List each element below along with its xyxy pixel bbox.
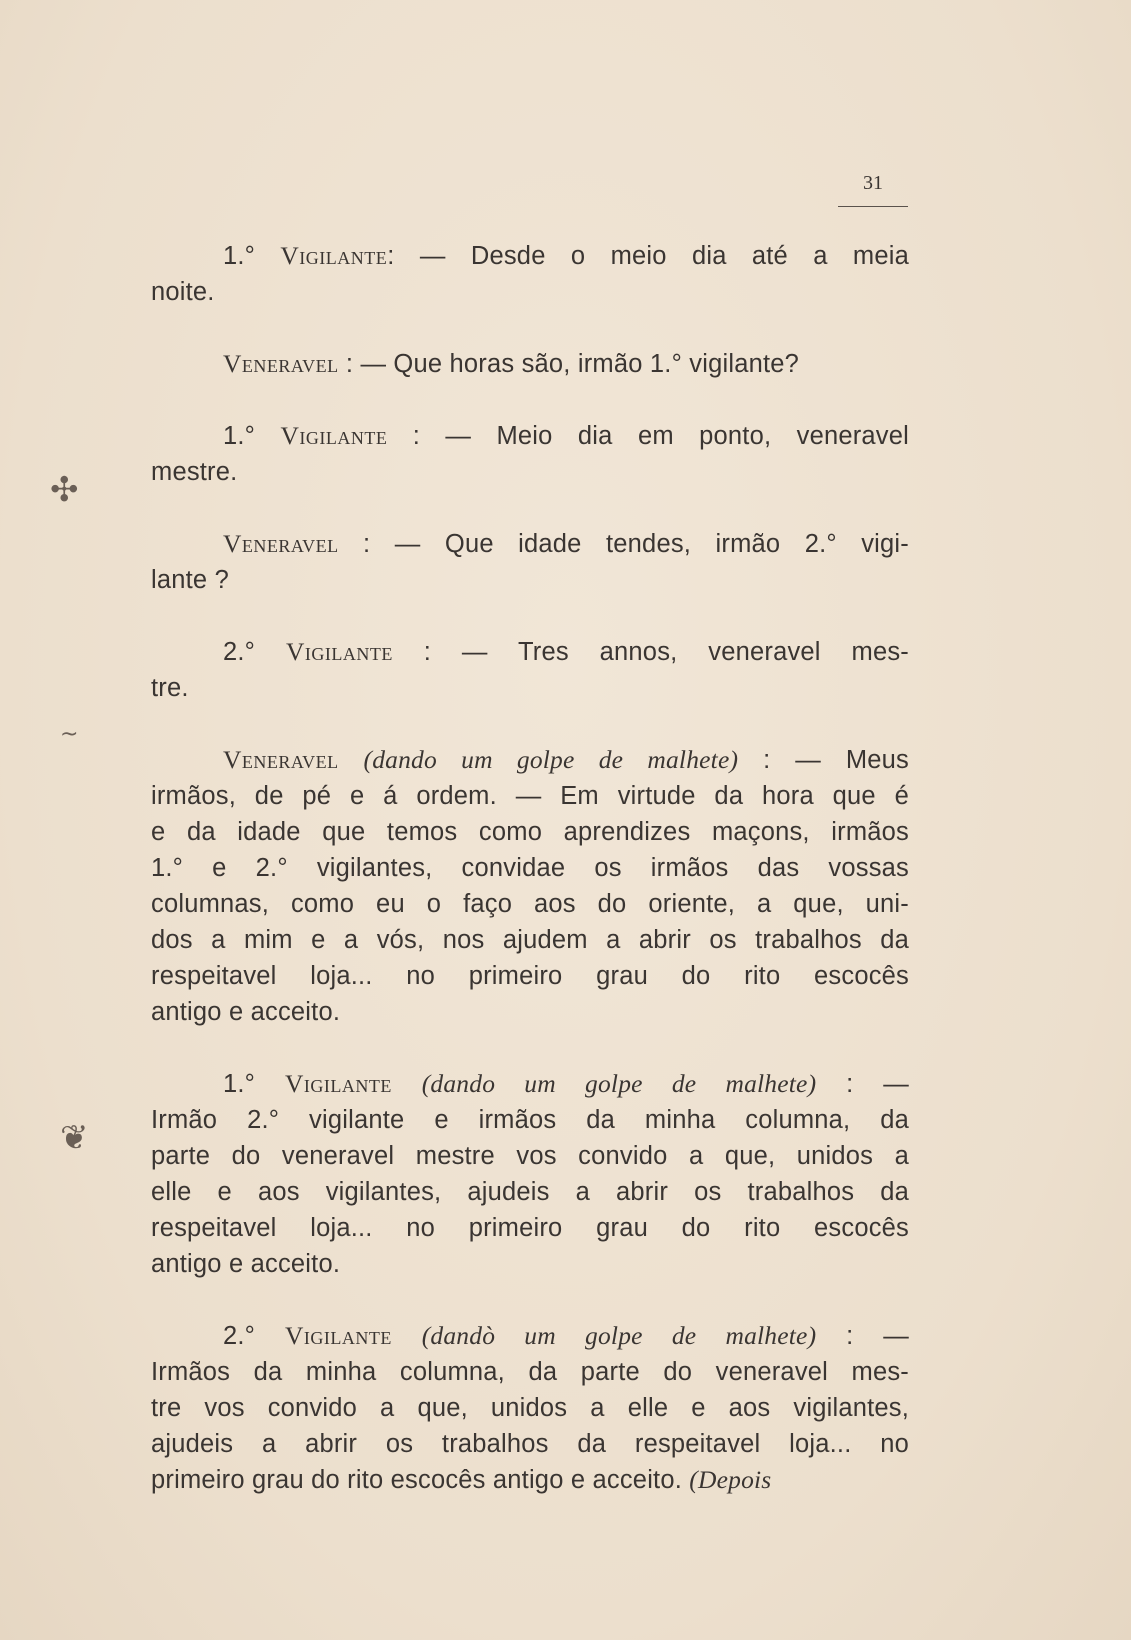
text-line [151,886,909,922]
page-body [151,238,909,1534]
paragraph [151,238,909,310]
text-line [151,1462,909,1498]
text-run: 2.° [223,1322,285,1350]
text-run: mestre. [151,458,238,486]
text-run: : — Que horas são, irmão 1.° vigilante? [338,350,800,378]
text-run: antigo e acceito. [151,1250,341,1278]
text-line [151,1210,909,1246]
text-line [151,778,909,814]
text-line [151,238,909,274]
text-run: primeiro grau do rito escocês antigo e acceito. [151,1466,690,1494]
text-line [151,994,909,1030]
text-line [151,634,909,670]
speaker-name: Veneravel [223,529,339,558]
page-number: 31 [863,172,883,194]
page-number-rule [838,206,908,207]
text-run: noite. [151,278,215,306]
text-run: Irmãos da minha columna, da parte do veneravel mes- [151,1358,909,1386]
text-run: dos a mim e a vós, nos ajudem a abrir os trabalhos da [151,926,909,954]
text-run: irmãos, de pé e á ordem. — Em virtude da hora que é [151,782,909,810]
speaker-name: Veneravel [223,349,339,378]
text-run [339,746,364,774]
stage-direction: (Depois [689,1465,772,1494]
text-line [151,742,909,778]
stage-direction: (dandò um golpe de malhete) [421,1321,817,1350]
text-run [392,1322,422,1350]
text-line [151,1138,909,1174]
text-line [151,526,909,562]
text-line [151,1174,909,1210]
text-line [151,454,909,490]
stage-direction: (dando um golpe de malhete) [363,745,739,774]
text-run: respeitavel loja... no primeiro grau do rito escocês [151,962,909,990]
text-line [151,958,909,994]
text-line [151,1354,909,1390]
text-run: ajudeis a abrir os trabalhos da respeitavel loja... no [151,1430,909,1458]
speaker-name: Veneravel [223,745,339,774]
text-run: tre. [151,674,189,702]
speaker-name: Vigilante [284,1069,392,1098]
text-line [151,922,909,958]
text-run: 1.° [223,422,281,450]
text-run: 1.° [223,242,281,270]
margin-ornament-icon: ❦ [60,1118,89,1158]
text-line [151,1390,909,1426]
text-line [151,1066,909,1102]
text-run [392,1070,422,1098]
text-line [151,346,909,382]
text-line [151,1426,909,1462]
paragraph [151,418,909,490]
text-run: lante ? [151,566,229,594]
text-line [151,670,909,706]
paragraph [151,526,909,598]
text-line [151,1318,909,1354]
text-line [151,1246,909,1282]
text-run: parte do veneravel mestre vos convido a que, unidos a [151,1142,909,1170]
text-line [151,814,909,850]
text-run: : — Meio dia em ponto, veneravel [387,422,909,450]
text-line [151,562,909,598]
paragraph [151,346,909,382]
text-run: respeitavel loja... no primeiro grau do rito escocês [151,1214,909,1242]
text-run: elle e aos vigilantes, ajudeis a abrir os trabalhos da [151,1178,909,1206]
text-run: : — [816,1322,909,1350]
text-run: antigo e acceito. [151,998,341,1026]
text-run: e da idade que temos como aprendizes maçons, irmãos [151,818,909,846]
margin-ornament-icon: ✣ [50,470,79,510]
text-line [151,418,909,454]
text-run: tre vos convido a que, unidos a elle e aos vigilantes, [151,1394,909,1422]
text-run: : — Tres annos, veneravel mes- [392,638,909,666]
stage-direction: (dando um golpe de malhete) [421,1069,817,1098]
text-line [151,850,909,886]
text-run: columnas, como eu o faço aos do oriente, a que, uni- [151,890,909,918]
paragraph [151,1318,909,1498]
speaker-name: Vigilante [285,637,393,666]
text-line [151,1102,909,1138]
text-run: 1.° e 2.° vigilantes, convidae os irmãos das vossas [151,854,909,882]
text-run: 1.° [223,1070,285,1098]
paragraph [151,634,909,706]
speaker-name: Vigilante [280,421,388,450]
text-run: : — Desde o meio dia até a meia [387,242,909,270]
text-run: : — [816,1070,909,1098]
margin-dash-mark-icon: ~ [60,722,79,747]
text-run: 2.° [223,638,286,666]
speaker-name: Vigilante [284,1321,392,1350]
text-run: Irmão 2.° vigilante e irmãos da minha columna, da [151,1106,909,1134]
speaker-name: Vigilante [280,241,388,270]
text-run: : — Que idade tendes, irmão 2.° vigi- [338,530,909,558]
paragraph [151,742,909,1030]
paragraph [151,1066,909,1282]
text-line [151,274,909,310]
text-run: : — Meus [738,746,909,774]
